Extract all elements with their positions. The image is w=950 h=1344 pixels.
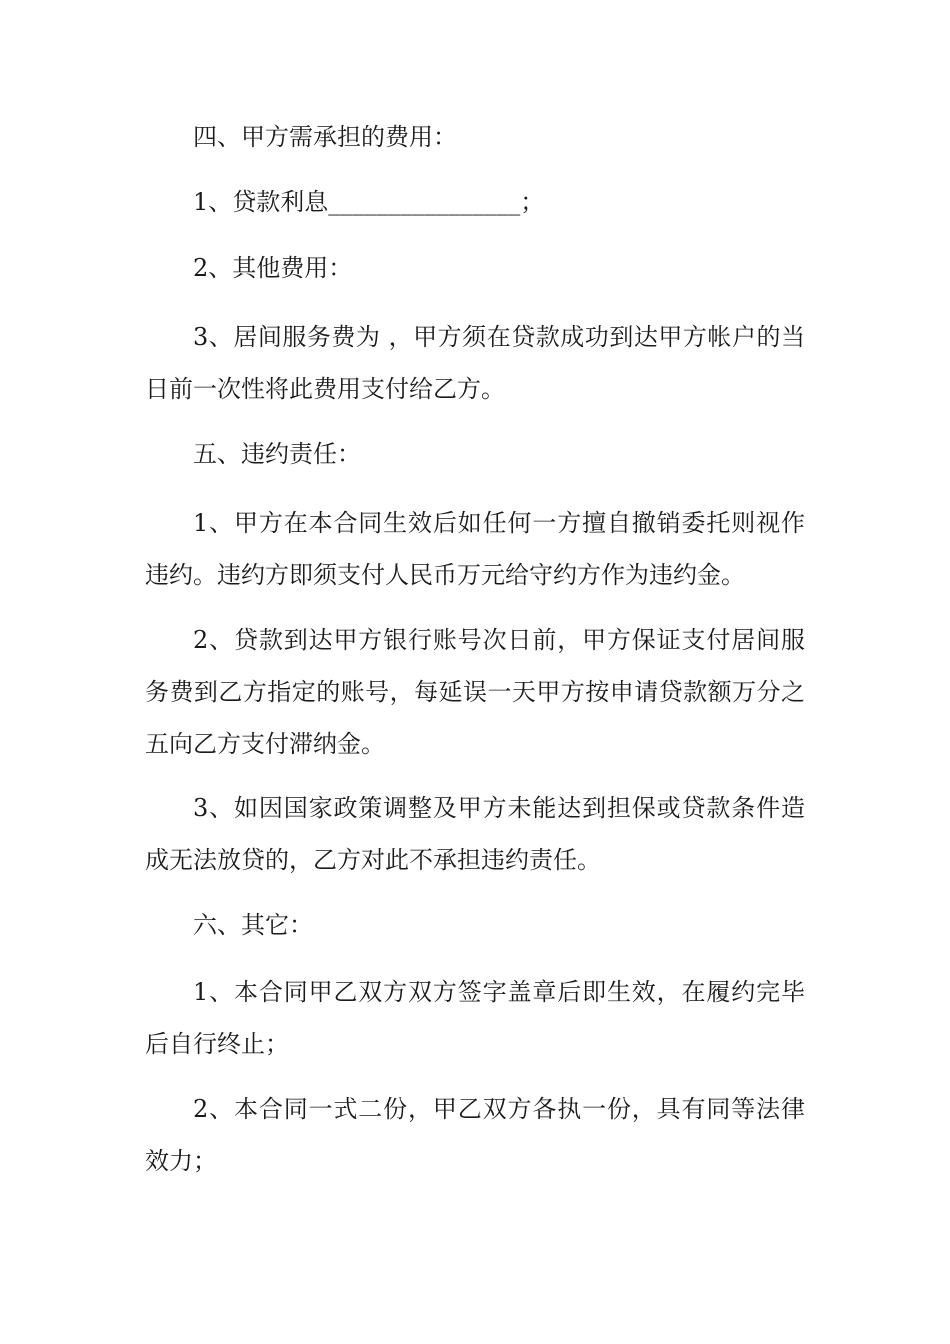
section-heading-fees: 四、甲方需承担的费用： (193, 123, 457, 151)
section-heading-other: 六、其它： (193, 911, 313, 939)
clause-other-fees: 2、其他费用： (193, 254, 353, 282)
clause-breach-penalty: 1、甲方在本合同生效后如任何一方擅自撤销委托则视作违约。违约方即须支付人民币万元给守约方作为违约金。 (145, 509, 805, 589)
clause-effective-term: 1、本合同甲乙双方双方签字盖章后即生效，在履约完毕后自行终止； (145, 978, 805, 1058)
clause-policy-exemption: 3、如因国家政策调整及甲方未能达到担保或贷款条件造成无法放贷的，乙方对此不承担违约责任。 (145, 794, 805, 874)
clause-copies: 2、本合同一式二份，甲乙双方各执一份，具有同等法律效力； (145, 1095, 805, 1175)
clause-late-fee: 2、贷款到达甲方银行账号次日前，甲方保证支付居间服务费到乙方指定的账号，每延误一天甲方按申请贷款额万分之五向乙方支付滞纳金。 (145, 626, 805, 758)
section-heading-liability: 五、违约责任： (193, 440, 361, 468)
clause-loan-interest: 1、贷款利息________________； (193, 188, 545, 216)
clause-service-fee: 3、居间服务费为 ，甲方须在贷款成功到达甲方帐户的当日前一次性将此费用支付给乙方。 (145, 323, 805, 403)
